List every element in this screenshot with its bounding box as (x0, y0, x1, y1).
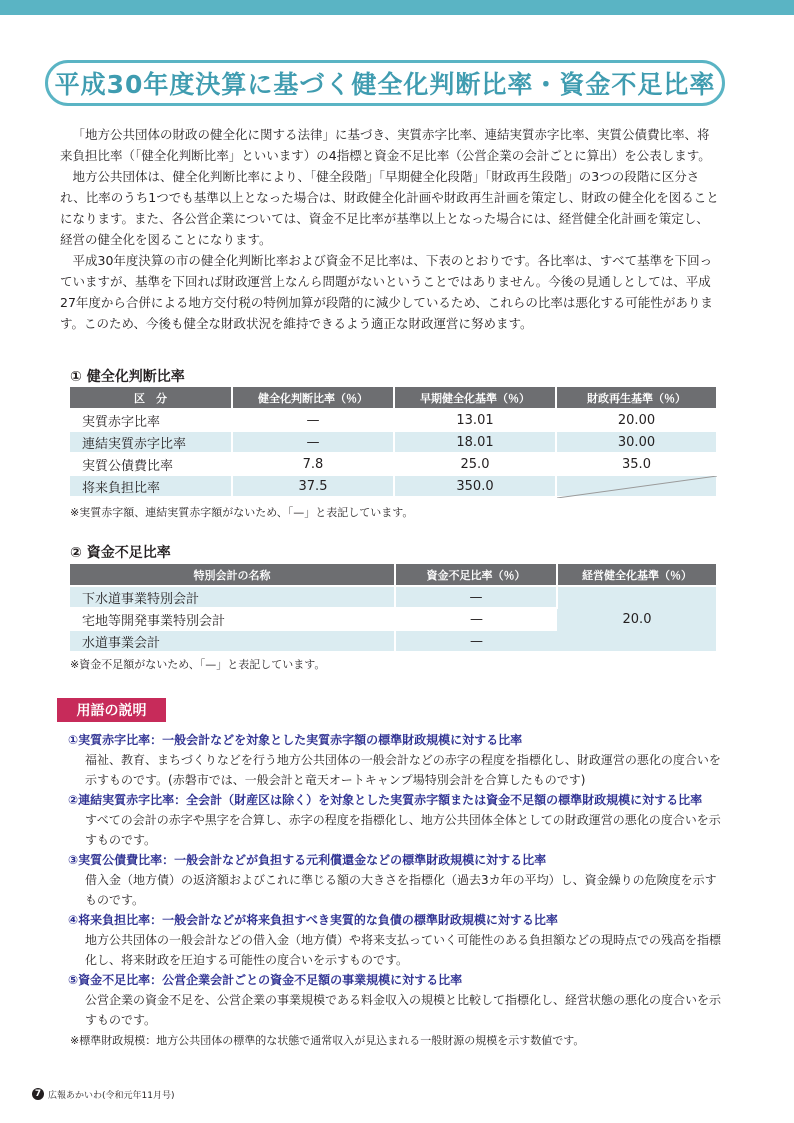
intro-text (60, 124, 720, 334)
term-heading: ④将来負担比率：一般会計などが将来負担すべき実質的な負債の標準財政規模に対する比率 (68, 913, 558, 927)
term-description: すべての会計の赤字や黒字を合算し、赤字の程度を指標化し、地方公共団体全体としての財政運営の悪化の度合いを示すものです。 (85, 813, 721, 847)
glossary-item (68, 790, 722, 850)
column-header: 早期健全化基準（％） (394, 387, 556, 409)
table-header-row (70, 564, 716, 586)
management-standard-cell: 20.0 (557, 586, 716, 651)
ratio-cell: — (395, 608, 557, 630)
early-standard-cell: 18.01 (394, 431, 556, 453)
soundness-ratio-table (70, 387, 716, 496)
ratio-cell: — (395, 630, 557, 651)
row-label: 連結実質赤字比率 (70, 431, 232, 453)
column-header: 健全化判断比率（％） (232, 387, 394, 409)
early-standard-cell: 350.0 (394, 475, 556, 496)
rebuild-standard-cell: 20.00 (556, 409, 716, 431)
table-row (70, 409, 716, 431)
table-header-row (70, 387, 716, 409)
table-row (70, 431, 716, 453)
term-heading: ③実質公債費比率：一般会計などが負担する元利償還金などの標準財政規模に対する比率 (68, 853, 547, 867)
table-row (70, 453, 716, 475)
table-row (70, 586, 716, 608)
ratio-cell: 7.8 (232, 453, 394, 475)
glossary-item (68, 850, 722, 910)
early-standard-cell: 25.0 (394, 453, 556, 475)
glossary-item (68, 730, 722, 790)
intro-paragraph: 「地方公共団体の財政の健全化に関する法律」に基づき、実質赤字比率、連結実質赤字比率、実質公債費比率、将来負担比率（「健全化判断比率」といいます）の4指標と資金不足比率（公営企業の会計ごとに算出）を公表します。 (60, 127, 711, 163)
column-header: 区 分 (70, 387, 232, 409)
publication-name: 広報あかいわ(令和元年11月号) (48, 1091, 175, 1101)
term-description: 福祉、教育、まちづくりなどを行う地方公共団体の一般会計などの赤字の程度を指標化し、財政運営の悪化の度合いを示すものです。(赤磐市では、一般会計と竜天オートキャンプ場特別会計を合算したものです) (85, 753, 721, 787)
page-number: 7 (32, 1088, 44, 1100)
glossary-list (68, 730, 722, 1030)
term-heading: ①実質赤字比率：一般会計などを対象とした実質赤字額の標準財政規模に対する比率 (68, 733, 523, 747)
intro-paragraph: 平成30年度決算の市の健全化判断比率および資金不足比率は、下表のとおりです。各比率は、すべて基準を下回っていますが、基準を下回れば財政運営上なんら問題がないということではありません。今後の見通しとしては、平成27年度から合併による地方交付税の特例加算が段階的に減少しているため、これらの比率は悪化する可能性があります。このため、今後も健全な財政状況を維持できるよう適正な財政運営に努めます。 (60, 253, 713, 331)
table-row (70, 475, 716, 496)
ratio-cell: 37.5 (232, 475, 394, 496)
early-standard-cell: 13.01 (394, 409, 556, 431)
column-header: 資金不足比率（％） (395, 564, 557, 586)
row-label: 将来負担比率 (70, 475, 232, 496)
fund-shortage-table (70, 564, 716, 651)
ratio-cell: — (232, 431, 394, 453)
column-header: 経営健全化基準（％） (557, 564, 716, 586)
term-description: 地方公共団体の一般会計などの借入金（地方債）や将来支払っていく可能性のある負担額などの現時点での残高を指標化し、将来財政を圧迫する可能性の度合いを示すものです。 (85, 933, 722, 967)
row-label: 水道事業会計 (70, 630, 395, 651)
page-title: 平成30年度決算に基づく健全化判断比率・資金不足比率 (45, 60, 725, 106)
section2-title: ② 資金不足比率 (70, 545, 171, 561)
glossary-item (68, 910, 722, 970)
glossary-label: 用語の説明 (57, 698, 166, 722)
term-heading: ②連結実質赤字比率：全会計（財産区は除く）を対象とした実質赤字額または資金不足額の標準財政規模に対する比率 (68, 793, 703, 807)
intro-paragraph: 地方公共団体は、健全化判断比率により、「健全段階」「早期健全化段階」「財政再生段階」の3つの段階に区分され、比率のうち1つでも基準以上となった場合は、財政健全化計画や財政再生計画を策定し、財政の健全化を図ることになります。また、各公営企業については、資金不足比率が基準以上となった場合には、経営健全化計画を策定し、経営の健全化を図ることになります。 (60, 169, 719, 247)
term-description: 借入金（地方債）の返済額およびこれに準じる額の大きさを指標化（過去3カ年の平均）し、資金繰りの危険度を示すものです。 (85, 873, 717, 907)
diagonal-line (557, 476, 717, 498)
column-header: 特別会計の名称 (70, 564, 395, 586)
not-applicable-cell (556, 475, 716, 496)
row-label: 実質公債費比率 (70, 453, 232, 475)
section1-note: ※実質赤字額、連結実質赤字額がないため、「—」と表記しています。 (70, 506, 414, 519)
row-label: 実質赤字比率 (70, 409, 232, 431)
section2-note: ※資金不足額がないため、「—」と表記しています。 (70, 658, 326, 671)
rebuild-standard-cell: 35.0 (556, 453, 716, 475)
row-label: 下水道事業特別会計 (70, 586, 395, 608)
top-color-bar (0, 0, 794, 15)
glossary-footnote: ※標準財政規模：地方公共団体の標準的な状態で通常収入が見込まれる一般財源の規模を示す数値です。 (70, 1034, 585, 1047)
section1-title: ① 健全化判断比率 (70, 369, 185, 385)
glossary-item (68, 970, 722, 1030)
row-label: 宅地等開発事業特別会計 (70, 608, 395, 630)
term-description: 公営企業の資金不足を、公営企業の事業規模である料金収入の規模と比較して指標化し、経営状態の悪化の度合いを示すものです。 (85, 993, 722, 1027)
column-header: 財政再生基準（％） (556, 387, 716, 409)
ratio-cell: — (395, 586, 557, 608)
term-heading: ⑤資金不足比率：公営企業会計ごとの資金不足額の事業規模に対する比率 (68, 973, 463, 987)
rebuild-standard-cell: 30.00 (556, 431, 716, 453)
ratio-cell: — (232, 409, 394, 431)
